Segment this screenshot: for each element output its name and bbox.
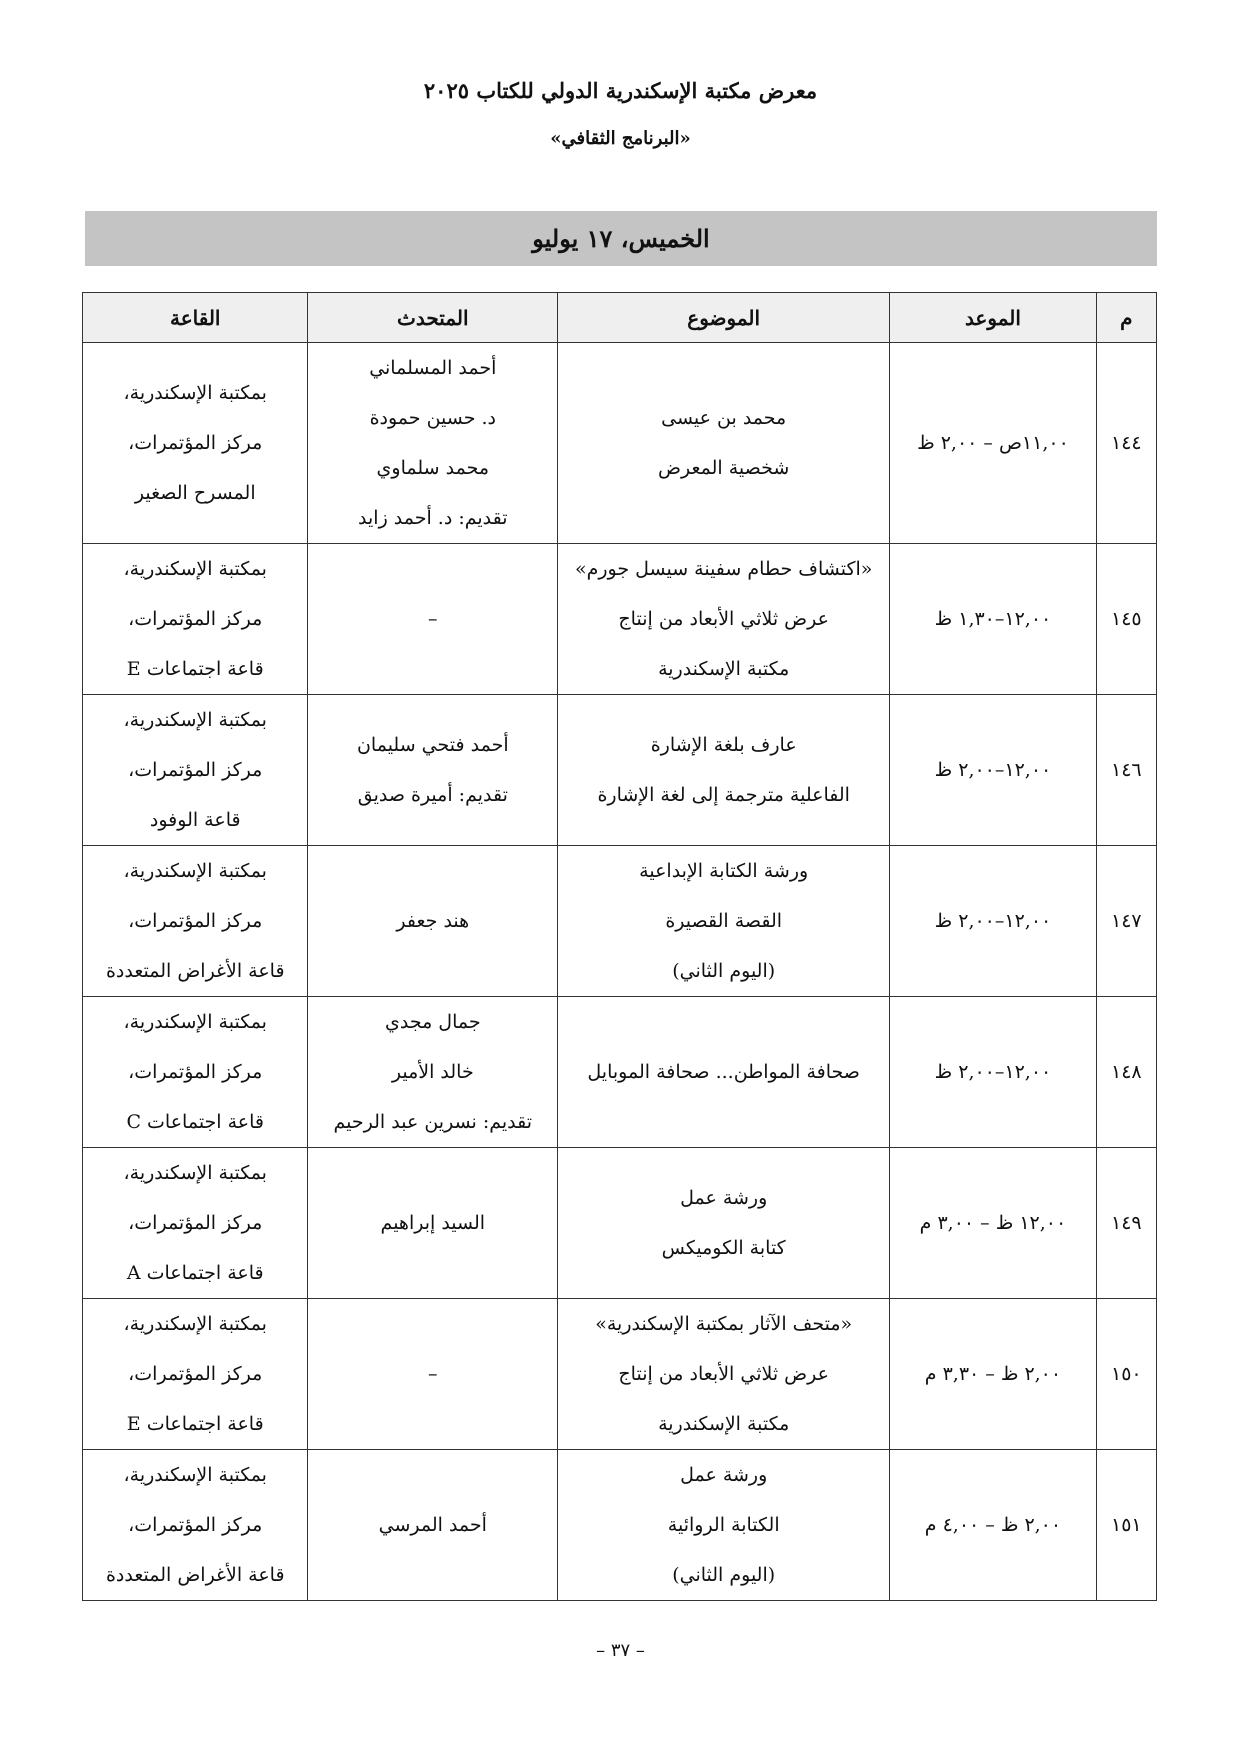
schedule-table-body — [83, 343, 1157, 1601]
topic-cell — [558, 846, 890, 997]
column-header-time: الموعد — [890, 293, 1096, 343]
row-number-cell: ١٤٧ — [1096, 846, 1156, 997]
speaker-cell — [308, 695, 558, 846]
topic-line: محمد بن عيسى — [661, 407, 787, 429]
schedule-table-wrapper — [82, 292, 1157, 1601]
row-number-cell: ١٤٤ — [1096, 343, 1156, 544]
table-header-row — [83, 293, 1157, 343]
topic-cell — [558, 544, 890, 695]
row-number-cell: ١٥١ — [1096, 1450, 1156, 1601]
hall-line: قاعة اجتماعات A — [126, 1262, 264, 1284]
time-cell: ٢,٠٠ ظ – ٤,٠٠ م — [890, 1450, 1096, 1601]
table-row — [83, 695, 1157, 846]
speaker-cell — [308, 1299, 558, 1450]
topic-line: مكتبة الإسكندرية — [658, 1413, 790, 1435]
hall-cell — [83, 1148, 308, 1299]
topic-cell — [558, 1299, 890, 1450]
topic-line: شخصية المعرض — [658, 457, 790, 479]
hall-cell — [83, 1299, 308, 1450]
hall-line: مركز المؤتمرات، — [128, 608, 263, 630]
row-number-cell: ١٥٠ — [1096, 1299, 1156, 1450]
column-header-topic: الموضوع — [558, 293, 890, 343]
hall-line: قاعة الأغراض المتعددة — [105, 1564, 285, 1586]
hall-line: بمكتبة الإسكندرية، — [123, 1313, 267, 1335]
topic-line: ورشة عمل — [680, 1187, 768, 1209]
table-row — [83, 1450, 1157, 1601]
speaker-line: أحمد فتحي سليمان — [356, 734, 509, 756]
topic-line: مكتبة الإسكندرية — [658, 658, 790, 680]
hall-line: قاعة اجتماعات C — [126, 1111, 265, 1133]
hall-cell — [83, 544, 308, 695]
speaker-line: د. حسين حمودة — [369, 407, 497, 429]
time-cell: ١٢,٠٠–٢,٠٠ ظ — [890, 997, 1096, 1148]
table-row — [83, 846, 1157, 997]
hall-line: مركز المؤتمرات، — [128, 759, 263, 781]
column-header-hall: القاعة — [83, 293, 308, 343]
page-subtitle: «البرنامج الثقافي» — [550, 128, 691, 149]
speaker-line: أحمد المرسي — [378, 1514, 487, 1536]
row-number-cell: ١٤٥ — [1096, 544, 1156, 695]
topic-line: «اكتشاف حطام سفينة سيسل جورم» — [574, 558, 873, 580]
hall-line: بمكتبة الإسكندرية، — [123, 382, 267, 404]
time-cell: ١٢,٠٠–٢,٠٠ ظ — [890, 695, 1096, 846]
table-row — [83, 544, 1157, 695]
hall-line: مركز المؤتمرات، — [128, 1061, 263, 1083]
hall-line: بمكتبة الإسكندرية، — [123, 558, 267, 580]
topic-line: الكتابة الروائية — [667, 1514, 780, 1536]
speaker-line: السيد إبراهيم — [380, 1212, 486, 1234]
speaker-line: – — [428, 608, 438, 630]
hall-cell — [83, 1450, 308, 1601]
speaker-line: تقديم: نسرين عبد الرحيم — [333, 1111, 533, 1133]
time-cell: ١٢,٠٠ ظ – ٣,٠٠ م — [890, 1148, 1096, 1299]
column-header-speaker: المتحدث — [308, 293, 558, 343]
time-cell: ٢,٠٠ ظ – ٣,٣٠ م — [890, 1299, 1096, 1450]
speaker-line: هند جعفر — [396, 910, 470, 932]
hall-line: المسرح الصغير — [134, 482, 256, 504]
day-label: الخميس، ١٧ يوليو — [532, 224, 710, 253]
speaker-cell — [308, 997, 558, 1148]
topic-cell — [558, 1450, 890, 1601]
hall-line: بمكتبة الإسكندرية، — [123, 1011, 267, 1033]
time-cell: ١٢,٠٠–١,٣٠ ظ — [890, 544, 1096, 695]
topic-cell — [558, 695, 890, 846]
table-row — [83, 1148, 1157, 1299]
hall-line: بمكتبة الإسكندرية، — [123, 1464, 267, 1486]
hall-line: مركز المؤتمرات، — [128, 1212, 263, 1234]
topic-line: (اليوم الثاني) — [672, 1564, 776, 1586]
page-title: معرض مكتبة الإسكندرية الدولي للكتاب ٢٠٢٥ — [423, 78, 818, 103]
row-number-cell: ١٤٦ — [1096, 695, 1156, 846]
hall-line: قاعة الأغراض المتعددة — [105, 960, 285, 982]
speaker-cell — [308, 1148, 558, 1299]
topic-cell — [558, 343, 890, 544]
hall-line: مركز المؤتمرات، — [128, 1363, 263, 1385]
topic-line: كتابة الكوميكس — [661, 1237, 786, 1259]
schedule-table — [82, 292, 1157, 1601]
hall-line: بمكتبة الإسكندرية، — [123, 860, 267, 882]
speaker-line: خالد الأمير — [391, 1061, 474, 1083]
hall-line: بمكتبة الإسكندرية، — [123, 1162, 267, 1184]
column-header-no: م — [1096, 293, 1156, 343]
time-cell: ١٢,٠٠–٢,٠٠ ظ — [890, 846, 1096, 997]
hall-line: مركز المؤتمرات، — [128, 432, 263, 454]
day-banner — [85, 211, 1157, 266]
topic-line: ورشة عمل — [680, 1464, 768, 1486]
topic-cell — [558, 997, 890, 1148]
hall-cell — [83, 846, 308, 997]
table-row — [83, 343, 1157, 544]
topic-line: (اليوم الثاني) — [672, 960, 776, 982]
topic-line: عارف بلغة الإشارة — [650, 734, 797, 756]
topic-line: «متحف الآثار بمكتبة الإسكندرية» — [595, 1313, 853, 1335]
speaker-cell — [308, 343, 558, 544]
page-number: – ٣٧ – — [596, 1640, 645, 1661]
topic-line: عرض ثلاثي الأبعاد من إنتاج — [618, 608, 829, 630]
topic-line: القصة القصيرة — [665, 910, 783, 932]
speaker-line: – — [428, 1363, 438, 1385]
hall-line: بمكتبة الإسكندرية، — [123, 709, 267, 731]
hall-cell — [83, 343, 308, 544]
speaker-line: تقديم: د. أحمد زايد — [358, 507, 508, 529]
hall-cell — [83, 997, 308, 1148]
speaker-cell — [308, 544, 558, 695]
speaker-line: تقديم: أميرة صديق — [357, 784, 508, 806]
speaker-cell — [308, 846, 558, 997]
table-row — [83, 1299, 1157, 1450]
hall-cell — [83, 695, 308, 846]
speaker-line: جمال مجدي — [384, 1011, 481, 1033]
topic-line: عرض ثلاثي الأبعاد من إنتاج — [618, 1363, 829, 1385]
topic-line: ورشة الكتابة الإبداعية — [639, 860, 809, 882]
topic-line: الفاعلية مترجمة إلى لغة الإشارة — [597, 784, 850, 806]
row-number-cell: ١٤٩ — [1096, 1148, 1156, 1299]
hall-line: قاعة اجتماعات E — [126, 1413, 264, 1435]
hall-line: قاعة اجتماعات E — [126, 658, 264, 680]
speaker-line: محمد سلماوي — [376, 457, 490, 479]
row-number-cell: ١٤٨ — [1096, 997, 1156, 1148]
hall-line: مركز المؤتمرات، — [128, 1514, 263, 1536]
table-row — [83, 997, 1157, 1148]
speaker-line: أحمد المسلماني — [369, 357, 497, 379]
topic-line: صحافة المواطن... صحافة الموبايل — [587, 1061, 860, 1083]
topic-cell — [558, 1148, 890, 1299]
speaker-cell — [308, 1450, 558, 1601]
hall-line: مركز المؤتمرات، — [128, 910, 263, 932]
time-cell: ١١,٠٠ص – ٢,٠٠ ظ — [890, 343, 1096, 544]
hall-line: قاعة الوفود — [149, 809, 241, 831]
